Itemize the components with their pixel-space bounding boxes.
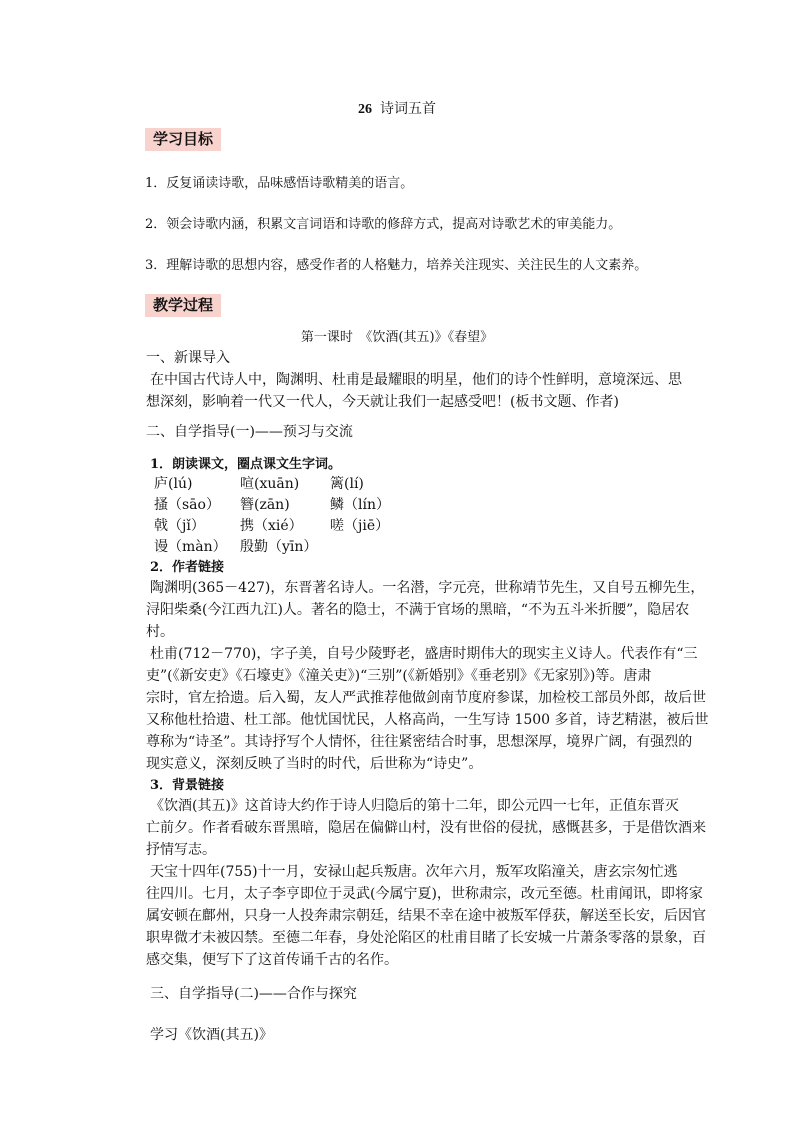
guide2-heading: 三、自学指导(二)——合作与探究 — [150, 986, 357, 1002]
vocab-item: 殷勤（yīn） — [240, 539, 318, 555]
intro-line-2: 想深刻，影响着一代又一代人，今天就让我们一起感受吧！(板书文题、作者) — [146, 394, 619, 410]
vocab-item: 谩（màn） — [154, 539, 227, 555]
background-line: 属安顿在鄜州，只身一人投奔肃宗朝廷，结果不幸在途中被叛军俘获，解送至长安，后因官 — [146, 908, 706, 924]
vocab-item: 搔（sāo） — [154, 497, 220, 513]
goal-1: 1．反复诵读诗歌，品味感悟诗歌精美的语言。 — [145, 176, 414, 191]
goal-3: 3．理解诗歌的思想内容，感受作者的人格魅力，培养关注现实、关注民生的人文素养。 — [145, 258, 648, 273]
background-line: 天宝十四年(755)十一月，安禄山起兵叛唐。次年六月，叛军攻陷潼关，唐玄宗匆忙逃 — [150, 864, 678, 880]
vocab-item: 鳞（lín） — [330, 497, 390, 513]
period-title: 第一课时 《饮酒(其五)》《春望》 — [300, 330, 494, 345]
vocab-item: 携（xié） — [240, 518, 303, 534]
intro-line-1: 在中国古代诗人中，陶渊明、杜甫是最耀眼的明星，他们的诗个性鲜明，意境深远、思 — [150, 372, 682, 388]
background-line: 《饮酒(其五)》这首诗大约作于诗人归隐后的第十二年，即公元四一七年，正值东晋灭 — [150, 798, 679, 814]
author-line: 吏”(《新安吏》《石壕吏》《潼关吏》)“三别”(《新婚别》《垂老别》《无家别》)等。唐肃 — [146, 668, 652, 684]
vocab-item: 庐(lú) — [154, 476, 193, 492]
vocab-item: 簪(zān) — [240, 497, 290, 513]
background-line: 抒情写志。 — [146, 842, 216, 858]
vocab-item: 嗟（jiē） — [330, 518, 390, 534]
author-line: 宗时，官左拾遗。后入蜀，友人严武推荐他做剑南节度府参谋，加检校工部员外郎，故后世 — [146, 690, 706, 706]
background-line: 亡前夕。作者看破东晋黑暗，隐居在偏僻山村，没有世俗的侵扰，感慨甚多，于是借饮酒来 — [146, 820, 706, 836]
background-line: 职卑微才未被囚禁。至德二年春，身处沦陷区的杜甫目睹了长安城一片萧条零落的景象，百 — [146, 930, 706, 946]
page-title — [0, 98, 794, 118]
goals-badge — [145, 128, 221, 151]
item-3: 3．背景链接 — [150, 778, 225, 793]
goals-badge-label: 学习目标 — [153, 130, 214, 148]
lesson-title: 诗词五首 — [380, 101, 436, 117]
author-line: 村。 — [146, 624, 174, 640]
vocab-item: 喧(xuān) — [240, 476, 300, 492]
study-heading: 学习《饮酒(其五)》 — [150, 1027, 273, 1043]
background-line: 往四川。七月，太子李亨即位于灵武(今属宁夏)，世称肃宗，改元至德。杜甫闻讯，即将家 — [146, 886, 703, 902]
author-line: 又称他杜拾遗、杜工部。他忧国忧民，人格高尚，一生写诗 1500 多首，诗艺精湛，被后世 — [146, 712, 709, 728]
item-1: 1．朗读课文，圈点课文生字词。 — [150, 457, 342, 472]
intro-heading: 一、新课导入 — [146, 350, 230, 366]
vocab-item: 戟（jǐ） — [154, 518, 205, 534]
vocab-item: 篱(lí) — [330, 476, 364, 492]
item-2: 2．作者链接 — [150, 560, 225, 575]
author-line: 杜甫(712－770)，字子美，自号少陵野老，盛唐时期伟大的现实主义诗人。代表作有“三 — [150, 646, 698, 662]
lesson-number: 26 — [358, 102, 372, 117]
goal-2: 2．领会诗歌内涵，积累文言词语和诗歌的修辞方式，提高对诗歌艺术的审美能力。 — [145, 217, 622, 232]
author-line: 现实意义，深刻反映了当时的时代，后世称为“诗史”。 — [146, 756, 483, 772]
process-badge — [145, 294, 221, 317]
author-line: 陶渊明(365－427)，东晋著名诗人。一名潜，字元亮，世称靖节先生，又自号五柳先生， — [150, 580, 705, 596]
background-line: 感交集，便写下了这首传诵千古的名作。 — [146, 952, 398, 968]
author-line: 浔阳柴桑(今江西九江)人。著名的隐士，不满于官场的黑暗，“不为五斗米折腰”，隐居农 — [146, 602, 690, 618]
author-line: 尊称为“诗圣”。其诗抒写个人情怀，往往紧密结合时事，思想深厚，境界广阔，有强烈的 — [146, 734, 693, 750]
guide1-heading: 二、自学指导(一)——预习与交流 — [146, 424, 353, 440]
process-badge-label: 教学过程 — [153, 296, 214, 314]
